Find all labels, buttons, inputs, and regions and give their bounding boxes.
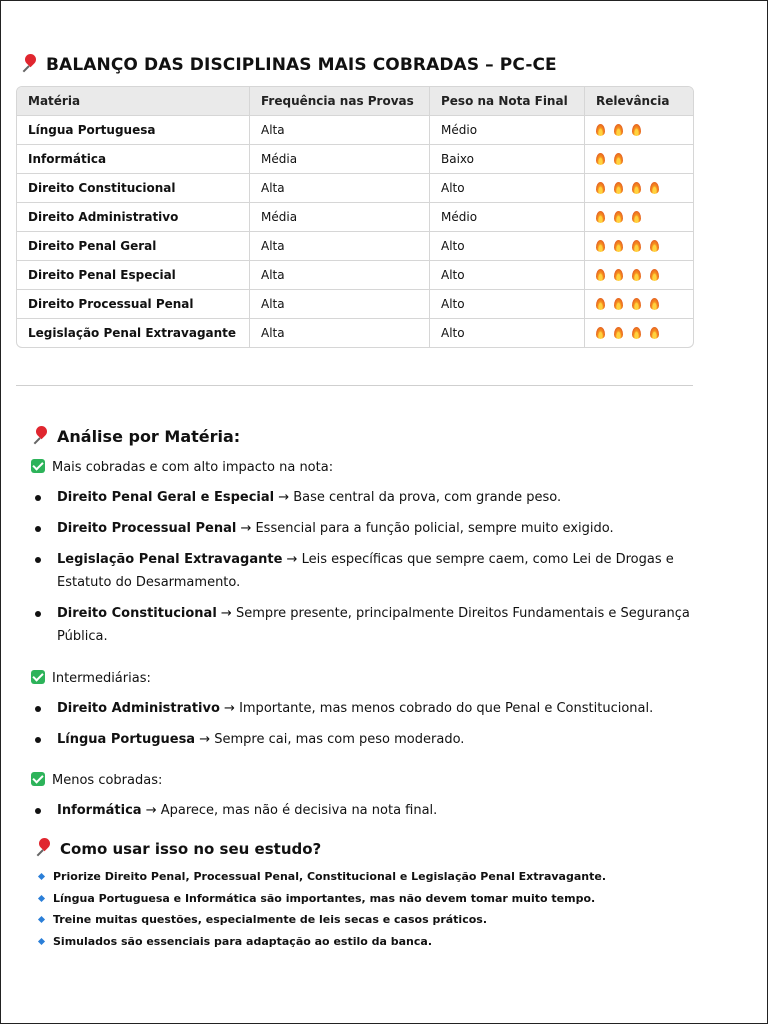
fire-icon [650, 327, 659, 339]
cell-relevancia [585, 319, 694, 348]
section-divider [16, 385, 693, 386]
cell-relevancia [585, 116, 694, 145]
cell-peso: Alto [430, 232, 585, 261]
list-item [31, 697, 711, 720]
category-label: Mais cobradas e com alto impacto na nota: [52, 460, 334, 475]
fire-icon [596, 240, 605, 252]
fire-icon [614, 269, 623, 281]
cell-peso: Alto [430, 261, 585, 290]
cell-materia: Direito Constitucional [17, 174, 250, 203]
fire-icon [614, 240, 623, 252]
check-mark-icon [31, 459, 45, 473]
cell-materia: Direito Penal Especial [17, 261, 250, 290]
cell-relevancia [585, 232, 694, 261]
pushpin-icon [20, 54, 38, 72]
cell-peso: Alto [430, 174, 585, 203]
item-description: → Leis específicas que sempre caem, como Lei de Drogas e Estatuto do Desarmamento. [57, 552, 674, 590]
item-subject: Língua Portuguesa [57, 732, 196, 747]
cell-peso: Alto [430, 290, 585, 319]
cell-frequencia: Média [250, 145, 430, 174]
category-high [31, 459, 333, 475]
cell-materia: Direito Processual Penal [17, 290, 250, 319]
fire-icon [614, 298, 623, 310]
cell-frequencia: Alta [250, 261, 430, 290]
item-subject: Direito Constitucional [57, 606, 217, 621]
pushpin-icon [34, 838, 52, 856]
table-row [17, 203, 693, 232]
page-title-text: BALANÇO DAS DISCIPLINAS MAIS COBRADAS – PC-CE [46, 55, 557, 75]
list-item [31, 602, 711, 648]
category-low [31, 772, 162, 788]
item-description: → Base central da prova, com grande peso. [274, 490, 562, 505]
cell-relevancia [585, 145, 694, 174]
table-row [17, 145, 693, 174]
category-label: Intermediárias: [52, 671, 151, 686]
analysis-heading-text: Análise por Matéria: [57, 427, 241, 446]
cell-materia: Direito Administrativo [17, 203, 250, 232]
cell-relevancia [585, 261, 694, 290]
cell-frequencia: Média [250, 203, 430, 232]
item-subject: Legislação Penal Extravagante [57, 552, 283, 567]
fire-icon [632, 327, 641, 339]
cell-materia: Língua Portuguesa [17, 116, 250, 145]
fire-icon [632, 124, 641, 136]
fire-icon [650, 182, 659, 194]
cell-materia: Direito Penal Geral [17, 232, 250, 261]
cell-frequencia: Alta [250, 290, 430, 319]
cell-relevancia [585, 174, 694, 203]
header-peso: Peso na Nota Final [430, 87, 585, 116]
fire-icon [596, 153, 605, 165]
study-list-item: Treine muitas questões, especialmente de leis secas e casos práticos. [37, 909, 606, 931]
fire-icon [614, 153, 623, 165]
cell-peso: Médio [430, 116, 585, 145]
study-list-item: Simulados são essenciais para adaptação ao estilo da banca. [37, 931, 606, 953]
list-item [31, 799, 711, 822]
table-row [17, 174, 693, 203]
study-list-item: Priorize Direito Penal, Processual Penal, Constitucional e Legislação Penal Extravagante. [37, 866, 606, 888]
analysis-heading [31, 426, 240, 446]
cell-frequencia: Alta [250, 319, 430, 348]
list-item [31, 728, 711, 751]
item-subject: Direito Processual Penal [57, 521, 237, 536]
fire-icon [650, 240, 659, 252]
fire-icon [596, 327, 605, 339]
cell-frequencia: Alta [250, 232, 430, 261]
cell-frequencia: Alta [250, 174, 430, 203]
study-list-item: Língua Portuguesa e Informática são importantes, mas não devem tomar muito tempo. [37, 888, 606, 910]
cell-relevancia [585, 203, 694, 232]
cell-peso: Médio [430, 203, 585, 232]
fire-icon [632, 269, 641, 281]
item-description: → Importante, mas menos cobrado do que Penal e Constitucional. [219, 701, 654, 716]
study-heading [34, 838, 321, 858]
category-label: Menos cobradas: [52, 773, 163, 788]
cell-peso: Alto [430, 319, 585, 348]
fire-icon [650, 298, 659, 310]
fire-icon [596, 182, 605, 194]
disciplines-table [16, 86, 694, 348]
item-description: → Sempre presente, principalmente Direitos Fundamentais e Segurança Pública. [57, 606, 690, 644]
table-row [17, 116, 693, 145]
cell-peso: Baixo [430, 145, 585, 174]
list-item [31, 517, 711, 540]
item-description: → Essencial para a função policial, sempre muito exigido. [236, 521, 614, 536]
fire-icon [650, 269, 659, 281]
list-low [31, 799, 711, 830]
category-intermediate [31, 670, 151, 686]
check-mark-icon [31, 772, 45, 786]
pushpin-icon [31, 426, 49, 444]
item-subject: Direito Administrativo [57, 701, 220, 716]
fire-icon [596, 269, 605, 281]
fire-icon [596, 298, 605, 310]
fire-icon [614, 211, 623, 223]
header-frequencia: Frequência nas Provas [250, 87, 430, 116]
list-item [31, 486, 711, 509]
fire-icon [614, 182, 623, 194]
page-title [20, 54, 557, 75]
table-row [17, 319, 693, 348]
cell-relevancia [585, 290, 694, 319]
fire-icon [614, 327, 623, 339]
list-high [31, 486, 711, 656]
item-description: → Sempre cai, mas com peso moderado. [195, 732, 465, 747]
item-description: → Aparece, mas não é decisiva na nota final. [141, 803, 438, 818]
header-materia: Matéria [17, 87, 250, 116]
study-heading-text: Como usar isso no seu estudo? [60, 840, 322, 858]
header-relevancia: Relevância [585, 87, 694, 116]
fire-icon [632, 298, 641, 310]
item-subject: Direito Penal Geral e Especial [57, 490, 275, 505]
study-list [37, 866, 606, 952]
table-row [17, 290, 693, 319]
table-row [17, 232, 693, 261]
list-item [31, 548, 711, 594]
item-subject: Informática [57, 803, 142, 818]
fire-icon [632, 240, 641, 252]
table-row [17, 261, 693, 290]
fire-icon [596, 124, 605, 136]
list-intermediate [31, 697, 711, 759]
check-mark-icon [31, 670, 45, 684]
table-header-row [17, 87, 693, 116]
fire-icon [632, 182, 641, 194]
cell-materia: Informática [17, 145, 250, 174]
cell-materia: Legislação Penal Extravagante [17, 319, 250, 348]
cell-frequencia: Alta [250, 116, 430, 145]
fire-icon [632, 211, 641, 223]
fire-icon [596, 211, 605, 223]
fire-icon [614, 124, 623, 136]
